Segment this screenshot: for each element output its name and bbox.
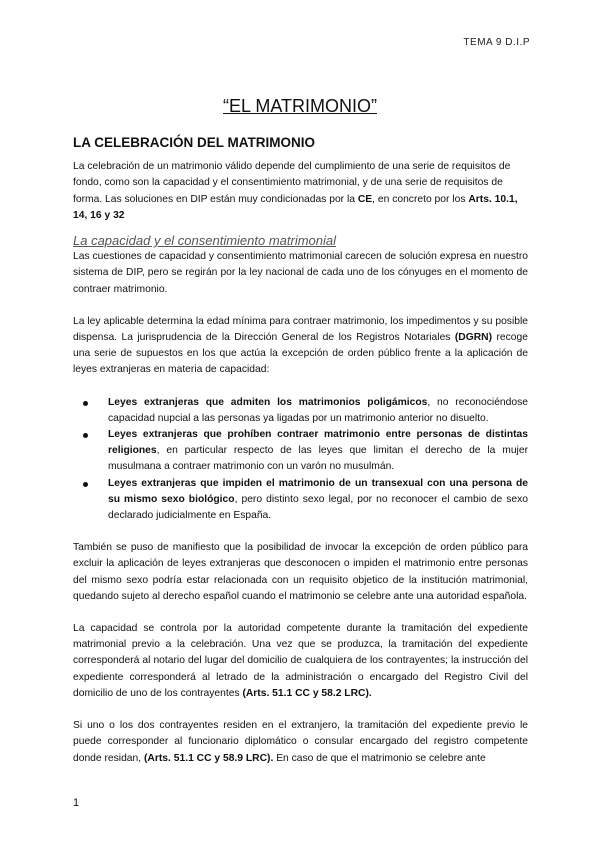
articles-reference: (Arts. 51.1 CC y 58.2 LRC). (242, 687, 372, 699)
articles-reference: (Arts. 51.1 CC y 58.9 LRC). (144, 752, 274, 764)
ce-reference: CE (357, 193, 373, 205)
dgrn-reference: (DGRN) (454, 332, 493, 344)
bullet-icon (83, 401, 88, 406)
subsection-heading: La capacidad y el consentimiento matrimonial (73, 233, 337, 249)
articles-reference: Arts. 10.1, 14, 16 y 32 (73, 193, 518, 221)
page-title: “EL MATRIMONIO” (223, 96, 377, 116)
paragraph: También se puso de manifiesto que la posibilidad de invocar la excepción de orden público para excluir la aplicación de leyes extranjeras que desconocen o impiden el matrimonio entre personas del mismo sexo podría estar relacionada con un requisito objetico de la institución matrimonial, quedando sujeto al derecho español cuando el matrimonio se celebre ante una autoridad española. (73, 542, 528, 602)
list-item: Leyes extranjeras que impiden el matrimonio de un transexual con una persona de su mismo sexo biológico, pero distinto sexo legal, por no reconocer el cambio de sexo declarado judicialmente en España. (108, 476, 528, 525)
paragraph: Las cuestiones de capacidad y consentimiento matrimonial carecen de solución expresa en nuestro sistema de DIP, pero se regirán por la ley nacional de cada uno de los cónyuges en el momento de contraer matrimonio. (73, 251, 528, 295)
bullet-icon (83, 482, 88, 487)
paragraph: La ley aplicable determina la edad mínima para contraer matrimonio, los impedimentos y su posible dispensa. La jurisprudencia de la Dirección General de los Registros Notariales (DGRN) recoge una serie de supuestos en los que actúa la excepción de orden público frente a la aplicación de leyes extranjeras en materia de capacidad: (73, 315, 528, 376)
list-item: Leyes extranjeras que admiten los matrimonios poligámicos, no reconociéndose capacidad nupcial a las personas ya ligadas por un matrimonio anterior no disuelto. (108, 395, 528, 427)
page-number: 1 (73, 797, 80, 809)
document-body (73, 135, 528, 767)
section-heading: LA CELEBRACIÓN DEL MATRIMONIO (73, 135, 315, 150)
list-item: Leyes extranjeras que prohíben contraer matrimonio entre personas de distintas religiones, en particular respecto de las leyes que limitan el derecho de la mujer musulmana a contraer matrimonio con un varón no musulmán. (108, 427, 528, 476)
bullet-icon (83, 433, 88, 438)
paragraph: La capacidad se controla por la autoridad competente durante la tramitación del expediente matrimonial previo a la celebración. Una vez que se produzca, la tramitación del expediente corresponderá al notario del lugar del domicilio de cualquiera de los contrayentes; la instrucción del expediente corresponderá al letrado de la administración o encargado del Registro Civil del domicilio de uno de los contrayentes (Arts. 51.1 CC y 58.2 LRC). (73, 623, 528, 699)
intro-paragraph: La celebración de un matrimonio válido depende del cumplimiento de una serie de requisitos de fondo, como son la capacidad y el consentimiento matrimonial, y de una serie de requisitos de forma. Las soluciones en DIP están muy condicionadas por la CE, en concreto por los Arts. 10.1, 14, 16 y 32 (73, 161, 518, 221)
paragraph: Si uno o los dos contrayentes residen en el extranjero, la tramitación del expediente previo le puede corresponder al funcionario diplomático o consular encargado del registro competente donde residan, (Arts. 51.1 CC y 58.9 LRC). En caso de que el matrimonio se celebre ante (73, 720, 528, 764)
bullet-list (73, 395, 528, 525)
header-tag: TEMA 9 D.I.P (463, 37, 530, 48)
